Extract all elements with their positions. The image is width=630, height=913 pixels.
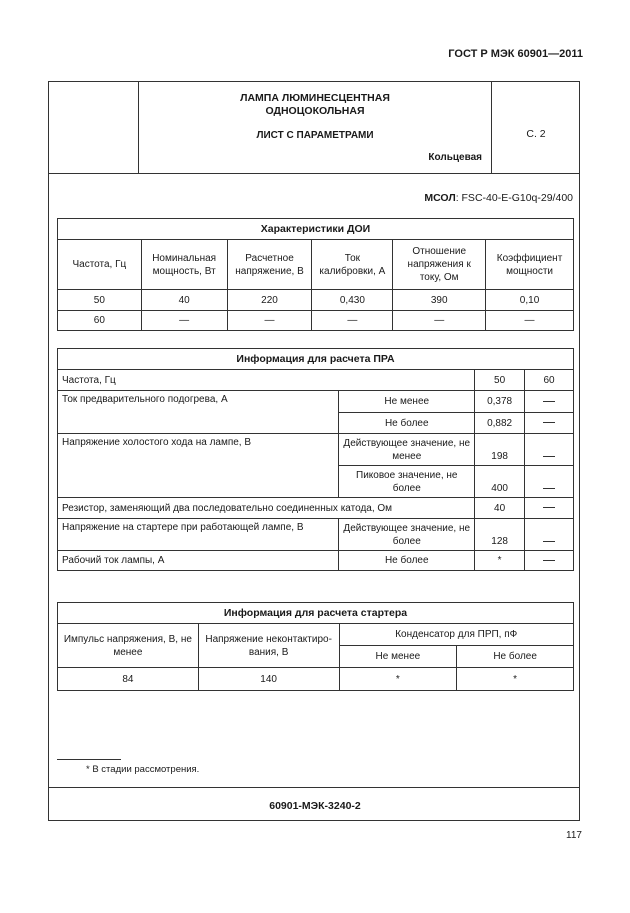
table-row [58,290,574,311]
table-cell: 0,430 [312,290,393,311]
standard-number: ГОСТ Р МЭК 60901—2011 [448,48,583,60]
dash-mark [543,541,555,542]
table-cell: 390 [393,290,486,311]
table-cell: — [312,311,393,331]
table-cell: * [457,668,574,691]
starter-col-pulse: Импульс напряжения, В, не менее [58,624,199,668]
pra-preheat-max-label: Не более [339,413,475,434]
pra-resistor-60 [525,498,574,519]
table-cell: 220 [227,290,312,311]
pra-table [57,348,574,571]
msol-code [424,192,573,205]
footnote-rule [57,759,121,760]
footer-divider [49,787,579,788]
pra-preheat-min-label: Не менее [339,391,475,413]
starter-col-capacitor: Конденсатор для ПРП, пФ [339,624,573,646]
table-row [58,668,574,691]
table-cell: 50 [58,290,142,311]
table-cell: 84 [58,668,199,691]
pra-ocv-rms-50: 198 [475,434,525,466]
table-row [58,370,574,391]
doi-col-voltage: Расчетное напряжение, В [227,240,312,290]
lamp-title-line1: ЛАМПА ЛЮМИНЕСЦЕНТНАЯ [240,92,390,104]
doi-col-voltage-current-ratio: Отношение напряжения к току, Ом [393,240,486,290]
sheet-subtitle: ЛИСТ С ПАРАМЕТРАМИ [256,130,374,141]
doi-col-frequency: Частота, Гц [58,240,142,290]
pra-preheat-max-60 [525,413,574,434]
table-cell: 40 [141,290,227,311]
table-cell: — [141,311,227,331]
pra-current-60 [525,551,574,571]
table-cell: — [393,311,486,331]
doi-col-power: Номинальная мощность, Вт [141,240,227,290]
msol-label: МСОЛ [424,192,456,204]
table-cell: * [339,668,457,691]
pra-freq-50: 50 [475,370,525,391]
dash-mark [543,422,555,423]
lamp-title-line2: ОДНОЦОКОЛЬНАЯ [265,105,365,117]
pra-preheat-min-50: 0,378 [475,391,525,413]
doi-table-title: Характеристики ДОИ [58,219,574,240]
dash-mark [543,456,555,457]
table-row [58,498,574,519]
starter-col-capacitor-max: Не более [457,646,574,668]
starter-col-capacitor-min: Не менее [339,646,457,668]
table-row [58,519,574,551]
table-row [58,391,574,413]
sheet-code: 60901-МЭК-3240-2 [269,800,361,812]
table-row [58,434,574,466]
table-cell: — [486,311,574,331]
pra-ocv-peak-50: 400 [475,466,525,498]
starter-table-title: Информация для расчета стартера [58,603,574,624]
msol-value: : FSC-40-E-G10q-29/400 [455,192,573,204]
pra-ocv-peak-60 [525,466,574,498]
starter-col-noncontact: Напряжение неконтактиро-вания, В [198,624,339,668]
table-cell: — [227,311,312,331]
pra-resistor-label: Резистор, заменяющий два последовательно соединенных катода, Ом [58,498,475,519]
pra-ocv-label: Напряжение холостого хода на лампе, В [58,434,339,498]
pra-table-title: Информация для расчета ПРА [58,349,574,370]
pra-preheat-min-60 [525,391,574,413]
pra-ocv-rms-60 [525,434,574,466]
doi-col-power-factor: Коэффициент мощности [486,240,574,290]
doi-table [57,218,574,331]
header-divider [49,173,579,174]
dash-mark [543,560,555,561]
pra-starter-voltage-60 [525,519,574,551]
dash-mark [543,401,555,402]
starter-table [57,602,574,691]
pra-starter-voltage-label: Напряжение на стартере при работающей лампе, В [58,519,339,551]
pra-ocv-rms-label: Действующее значение, не менее [339,434,475,466]
pra-resistor-50: 40 [475,498,525,519]
dash-mark [543,507,555,508]
table-row [58,311,574,331]
pra-ocv-peak-label: Пиковое значение, не более [339,466,475,498]
pra-starter-voltage-condition: Действующее значение, не более [339,519,475,551]
doi-col-calibration-current: Ток калибровки, А [312,240,393,290]
table-cell: 0,10 [486,290,574,311]
pra-freq-60: 60 [525,370,574,391]
dash-mark [543,488,555,489]
page-reference: С. 2 [526,128,546,140]
pra-preheat-max-50: 0,882 [475,413,525,434]
table-cell: 140 [198,668,339,691]
pra-preheat-label: Ток предварительного подогрева, А [58,391,339,434]
pra-starter-voltage-50: 128 [475,519,525,551]
lamp-shape: Кольцевая [428,152,482,163]
table-row [58,551,574,571]
pra-current-condition: Не более [339,551,475,571]
table-cell: 60 [58,311,142,331]
footnote: * В стадии рассмотрения. [86,764,200,775]
pra-current-label: Рабочий ток лампы, А [58,551,339,571]
page-number: 117 [566,830,582,841]
pra-frequency-label: Частота, Гц [58,370,475,391]
lamp-title [139,92,491,118]
pra-current-50: * [475,551,525,571]
